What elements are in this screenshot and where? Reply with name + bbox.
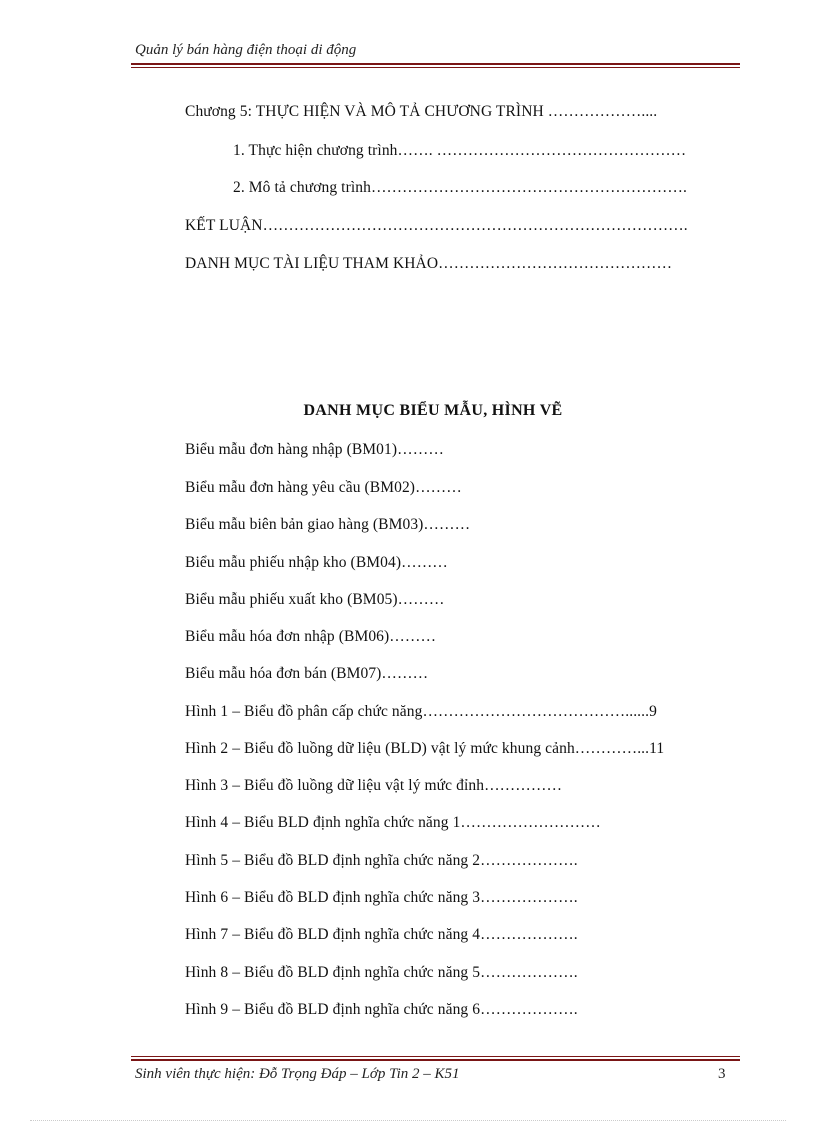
list-item: Hình 2 – Biểu đồ luồng dữ liệu (BLD) vật lý mức khung cảnh…………...11 — [185, 740, 665, 757]
list-item: Biểu mẫu phiếu xuất kho (BM05)……… — [185, 591, 445, 608]
footer-student-info: Sinh viên thực hiện: Đỗ Trọng Đáp – Lớp Tin 2 – K51 — [135, 1066, 460, 1082]
header-rule-thin — [131, 67, 740, 68]
list-item: Hình 9 – Biểu đồ BLD định nghĩa chức năng 6………………. — [185, 1001, 578, 1018]
toc-chapter-5: Chương 5: THỰC HIỆN VÀ MÔ TẢ CHƯƠNG TRÌNH ……………….... — [185, 103, 658, 120]
list-item: Biểu mẫu đơn hàng nhập (BM01)……… — [185, 441, 444, 458]
list-item: Hình 8 – Biểu đồ BLD định nghĩa chức năng 5………………. — [185, 964, 578, 981]
list-item: Hình 7 – Biểu đồ BLD định nghĩa chức năng 4………………. — [185, 926, 578, 943]
list-item: Hình 3 – Biểu đồ luồng dữ liệu vật lý mức đỉnh…………… — [185, 777, 563, 794]
figures-section-title: DANH MỤC BIỂU MẪU, HÌNH VẼ — [303, 402, 563, 419]
page-number: 3 — [718, 1066, 726, 1082]
list-item: Hình 4 – Biểu BLD định nghĩa chức năng 1……………………… — [185, 814, 601, 831]
footer-rule-thin — [131, 1056, 740, 1057]
list-item: Biểu mẫu hóa đơn bán (BM07)……… — [185, 665, 429, 682]
toc-conclusion: KẾT LUẬN………………………………………………………………………. — [185, 217, 688, 234]
toc-references: DANH MỤC TÀI LIỆU THAM KHẢO……………………………………… — [185, 255, 673, 272]
footer-rule-thick — [131, 1059, 740, 1061]
toc-subitem-1: 1. Thực hiện chương trình……. ………………………………………… — [233, 142, 687, 159]
list-item: Biểu mẫu phiếu nhập kho (BM04)……… — [185, 554, 448, 571]
list-item: Biểu mẫu đơn hàng yêu cầu (BM02)……… — [185, 479, 462, 496]
page-edge-divider — [30, 1120, 786, 1121]
list-item: Hình 1 – Biểu đồ phân cấp chức năng…………………………………......9 — [185, 703, 657, 720]
toc-subitem-2: 2. Mô tả chương trình……………………………………………………. — [233, 179, 687, 196]
list-item: Biểu mẫu biên bản giao hàng (BM03)……… — [185, 516, 471, 533]
header-title: Quản lý bán hàng điện thoại di động — [135, 42, 357, 58]
list-item: Hình 5 – Biểu đồ BLD định nghĩa chức năng 2………………. — [185, 852, 578, 869]
list-item: Biểu mẫu hóa đơn nhập (BM06)……… — [185, 628, 437, 645]
list-item: Hình 6 – Biểu đồ BLD định nghĩa chức năng 3………………. — [185, 889, 578, 906]
header-rule-thick — [131, 63, 740, 65]
